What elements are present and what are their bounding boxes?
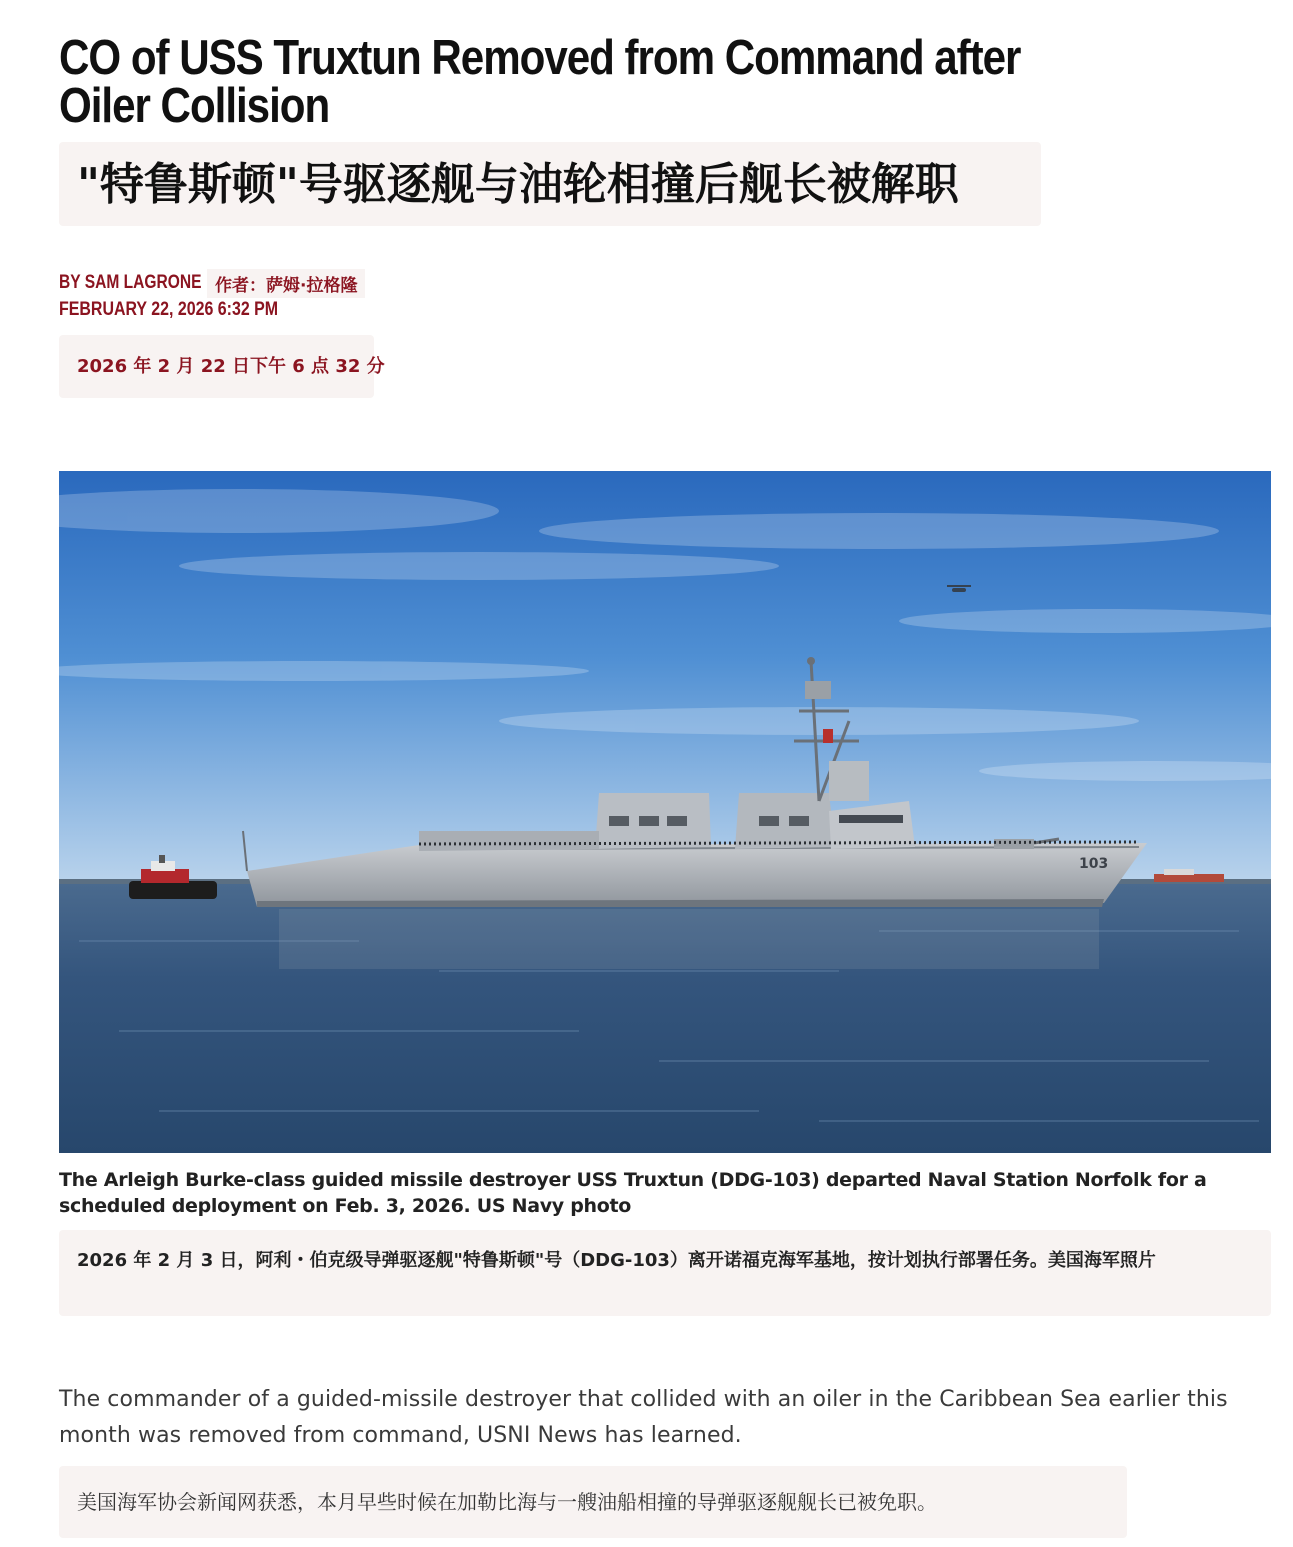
- byline: [59, 269, 365, 297]
- byline-author-link[interactable]: BY SAM LAGRONE: [59, 272, 202, 293]
- ship-photo: [59, 471, 1271, 1153]
- image-caption-zh: 2026 年 2 月 3 日，阿利・伯克级导弹驱逐舰"特鲁斯顿"号（DDG-103）离开诺福克海军基地，按计划执行部署任务。美国海军照片: [77, 1250, 1156, 1271]
- image-caption-en: The Arleigh Burke-class guided missile destroyer USS Truxtun (DDG-103) departed Naval Station Norfolk for a scheduled deployment on Feb. 3, 2026. US Navy photo: [59, 1169, 1207, 1217]
- publish-date: FEBRUARY 22, 2026 6:32 PM: [59, 299, 279, 320]
- publish-date-translation-box: [59, 335, 385, 398]
- publish-date-translation: 2026 年 2 月 22 日下午 6 点 32 分: [77, 356, 385, 377]
- byline-translation: 作者：萨姆·拉格隆: [207, 269, 365, 298]
- headline-en: CO of USS Truxtun Removed from Command after Oiler Collision: [59, 31, 1021, 133]
- body-paragraph-en: The commander of a guided-missile destroyer that collided with an oiler in the Caribbean Sea earlier this month was removed from command, USNI News has learned.: [59, 1387, 1228, 1448]
- headline-zh: "特鲁斯顿"号驱逐舰与油轮相撞后舰长被解职: [77, 159, 959, 210]
- hull-number: 103: [1079, 856, 1109, 872]
- hero-image: [59, 471, 1271, 1153]
- body-paragraph-zh: 美国海军协会新闻网获悉，本月早些时候在加勒比海与一艘油船相撞的导弹驱逐舰舰长已被免职。: [77, 1490, 937, 1514]
- headline-translation-box: [59, 142, 1041, 226]
- image-caption-translation-box: [59, 1230, 1271, 1316]
- body-paragraph-translation-box: [59, 1466, 1127, 1538]
